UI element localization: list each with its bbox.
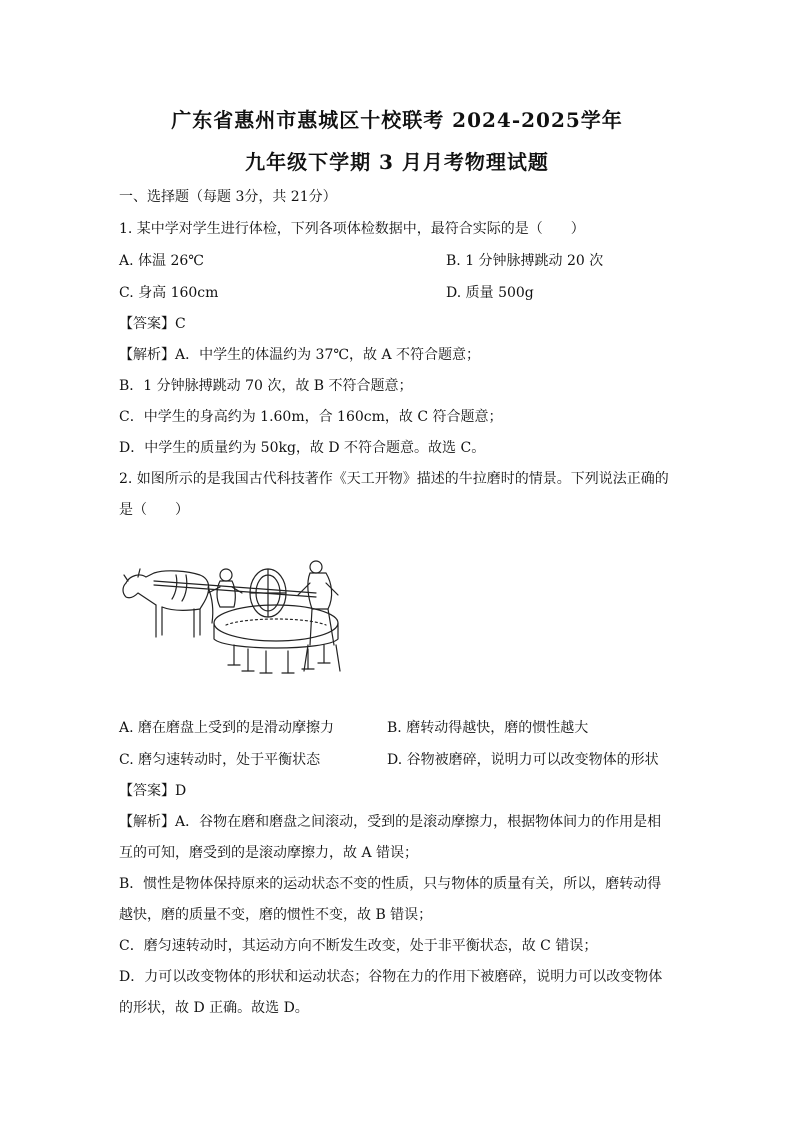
ox-millstone-figure: [116, 553, 354, 683]
q2-analysis-line: D．力可以改变物体的形状和运动状态；谷物在力的作用下被磨碎，说明力可以改变物体: [119, 969, 663, 985]
section-heading: 一、选择题（每题 3分，共 21分）: [119, 189, 337, 205]
q2-analysis-line: 的形状，故 D 正确。故选 D。: [119, 1000, 309, 1016]
q2-option-b: B. 磨转动得越快，磨的惯性越大: [387, 720, 589, 736]
q2-analysis-line: 【解析】A．谷物在磨和磨盘之间滚动，受到的是滚动摩擦力，根据物体间力的作用是相: [119, 814, 662, 830]
exam-title-line1: 广东省惠州市惠城区十校联考 2024-2025学年: [171, 108, 623, 132]
q2-option-d: D. 谷物被磨碎，说明力可以改变物体的形状: [387, 752, 659, 768]
q1-option-c: C. 身高 160cm: [119, 285, 219, 301]
q1-analysis-line: 【解析】A．中学生的体温约为 37℃，故 A 不符合题意；: [119, 347, 481, 363]
q1-option-a: A. 体温 26℃: [119, 253, 204, 269]
q2-analysis-line: 越快，磨的质量不变，磨的惯性不变，故 B 错误；: [119, 907, 433, 923]
q2-stem-line2: 是（ ）: [119, 502, 189, 518]
q1-analysis-line: B．1 分钟脉搏跳动 70 次，故 B 不符合题意；: [119, 378, 413, 394]
q1-answer: 【答案】C: [119, 316, 186, 332]
q2-option-a: A. 磨在磨盘上受到的是滑动摩擦力: [119, 720, 335, 736]
q2-answer: 【答案】D: [119, 783, 187, 799]
q2-analysis-line: 互的可知，磨受到的是滚动摩擦力，故 A 错误；: [119, 845, 419, 861]
q2-analysis-line: C．磨匀速转动时，其运动方向不断发生改变，处于非平衡状态，故 C 错误；: [119, 938, 598, 954]
q1-option-d: D. 质量 500g: [446, 285, 534, 301]
q1-stem: 1. 某中学对学生进行体检，下列各项体检数据中，最符合实际的是（ ）: [119, 221, 585, 237]
q2-stem-line1: 2. 如图所示的是我国古代科技著作《天工开物》描述的牛拉磨时的情景。下列说法正确的: [119, 471, 669, 487]
exam-title-line2: 九年级下学期 3 月月考物理试题: [245, 150, 549, 174]
q1-option-b: B. 1 分钟脉搏跳动 20 次: [446, 253, 604, 269]
q2-analysis-line: B．惯性是物体保持原来的运动状态不变的性质，只与物体的质量有关，所以，磨转动得: [119, 876, 662, 892]
q1-analysis-line: D．中学生的质量约为 50kg，故 D 不符合题意。故选 C。: [119, 440, 486, 456]
q1-analysis-line: C．中学生的身高约为 1.60m，合 160cm，故 C 符合题意；: [119, 409, 503, 425]
q2-option-c: C. 磨匀速转动时，处于平衡状态: [119, 752, 321, 768]
